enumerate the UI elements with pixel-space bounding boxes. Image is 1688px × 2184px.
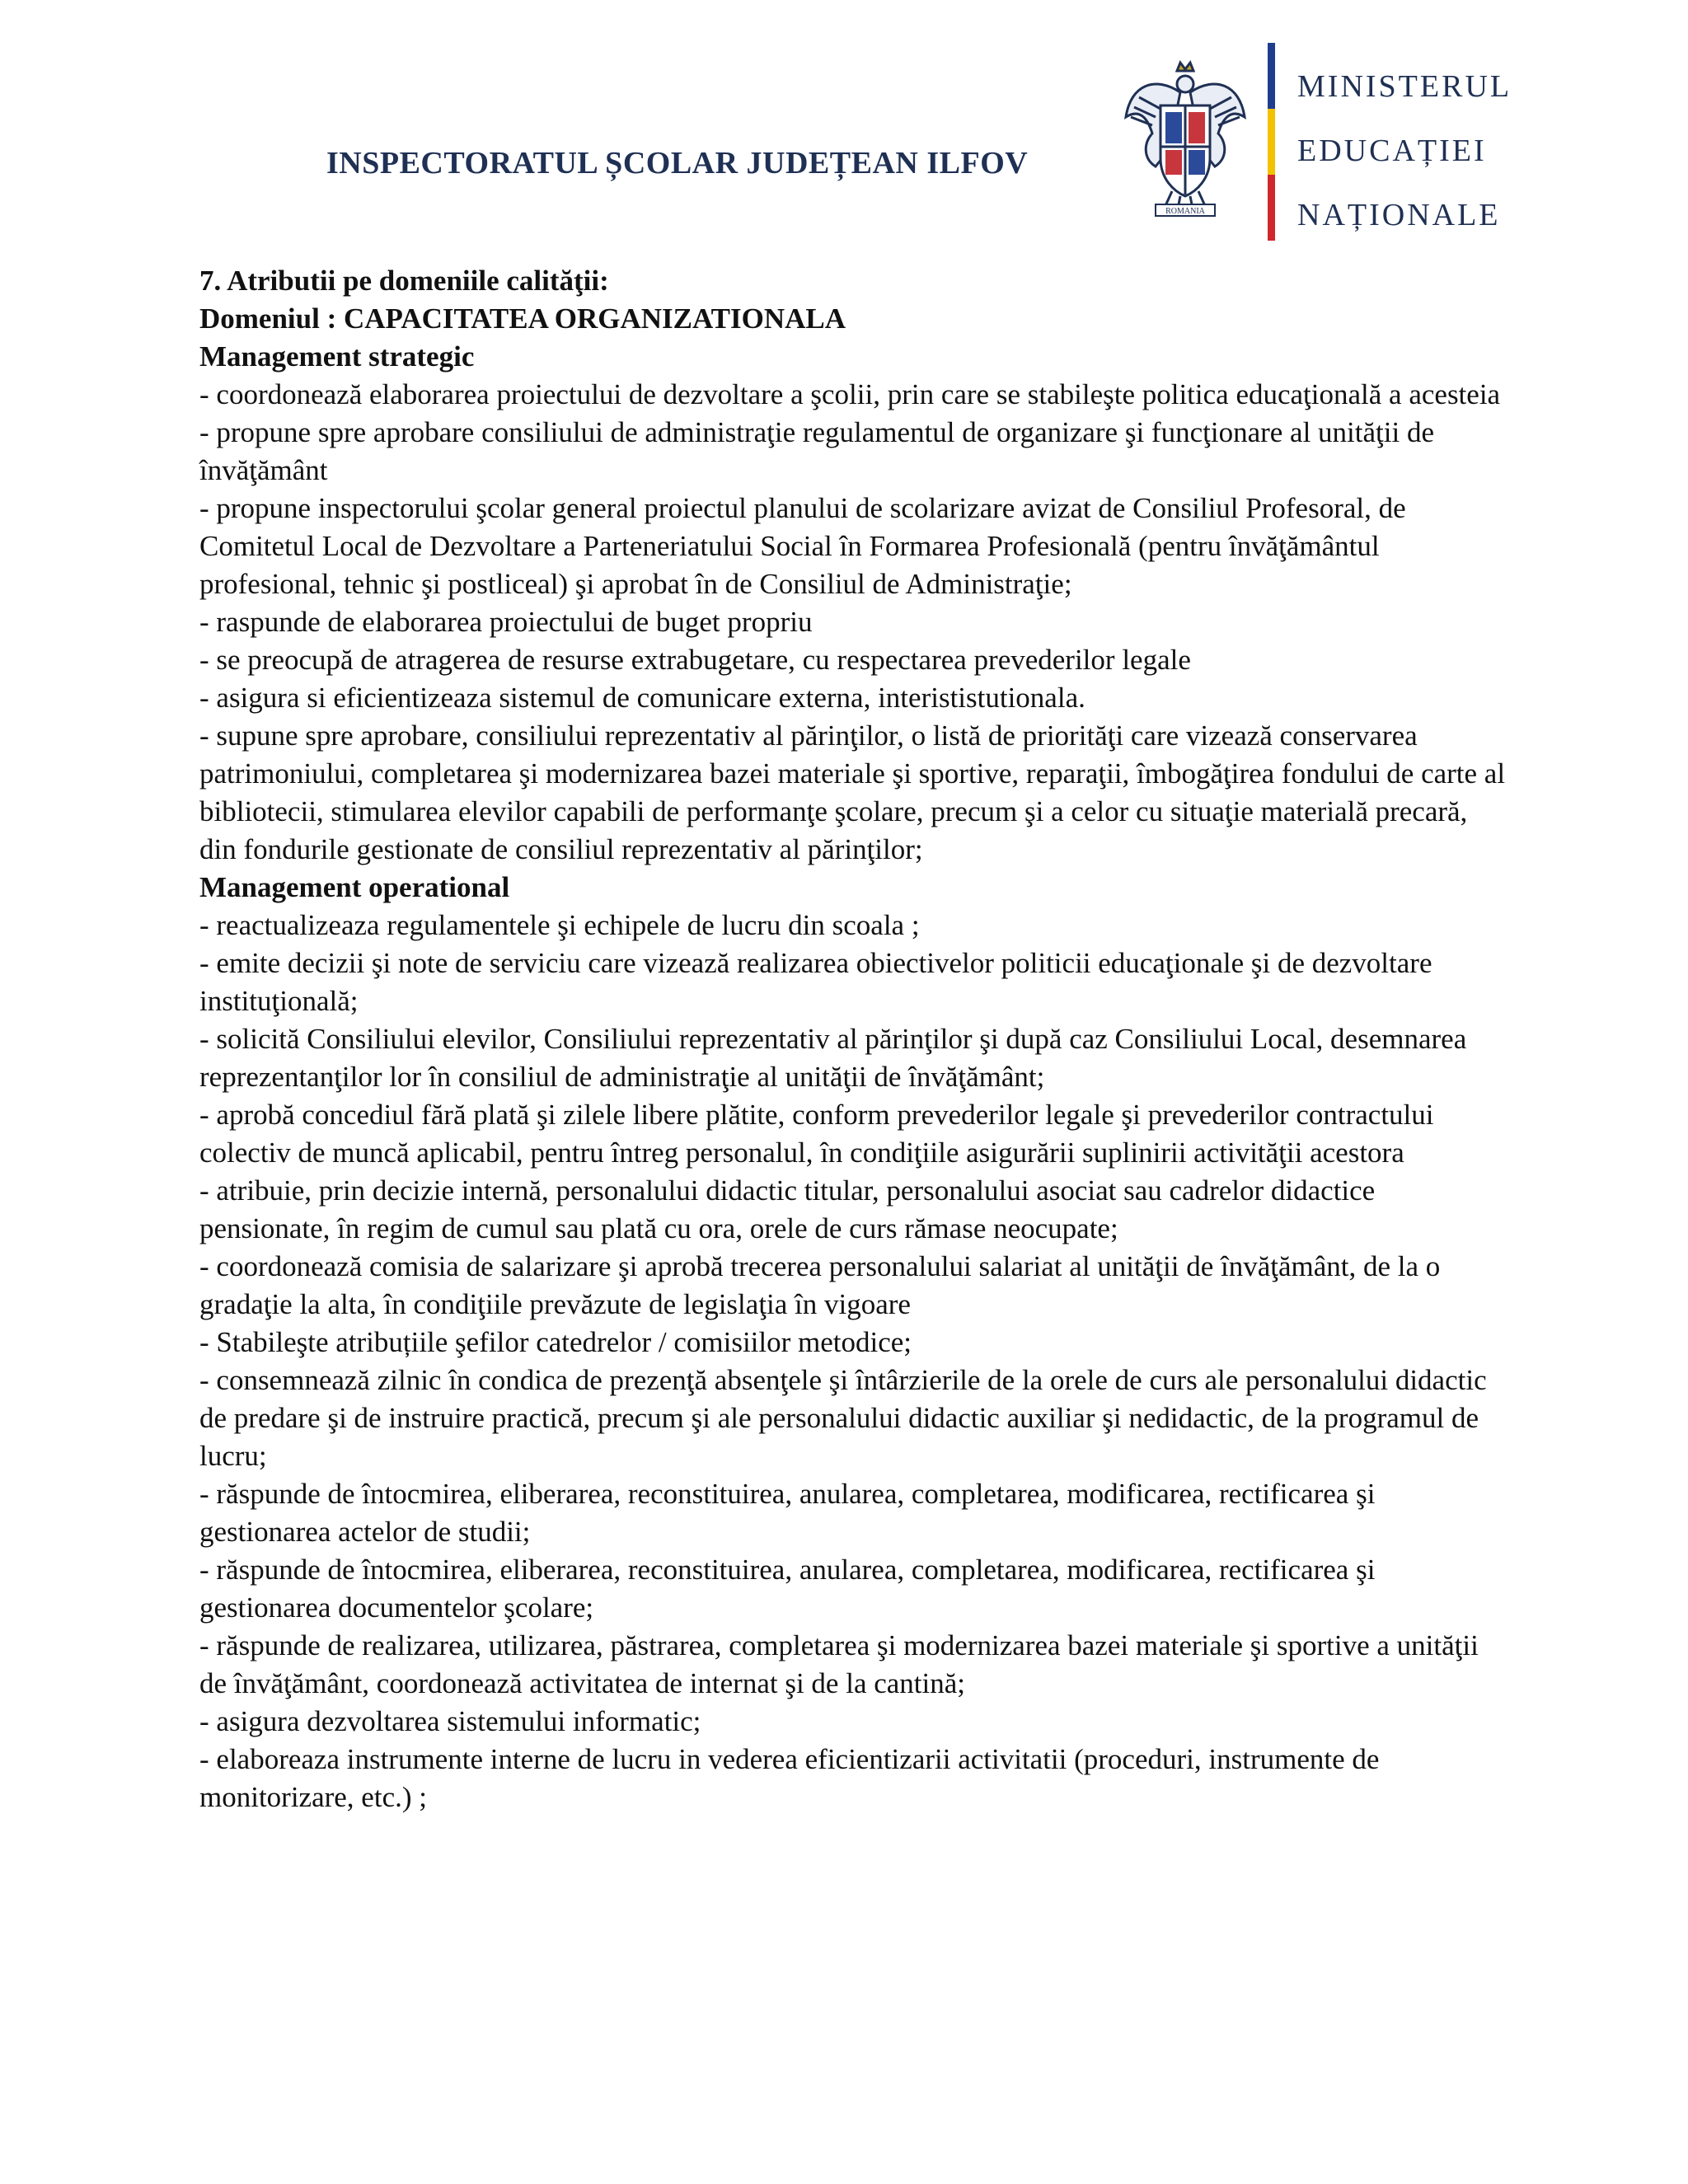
list-item: - atribuie, prin decizie internă, personalului didactic titular, personalului asociat sau cadrelor didactice pensionate, în regim de cumul sau plată cu ora, orele de curs rămase neocupate; <box>199 1174 1376 1244</box>
list-item: - propune spre aprobare consiliului de administraţie regulamentul de organizare şi funcţionare al unităţii de învăţământ <box>199 416 1434 486</box>
list-item: - răspunde de întocmirea, eliberarea, reconstituirea, anularea, completarea, modificarea, rectificarea şi gestionarea documentelor şcolare; <box>199 1554 1376 1624</box>
list-item: - asigura si eficientizeaza sistemul de comunicare externa, interististutionala. <box>199 682 1085 714</box>
list-item: - răspunde de realizarea, utilizarea, păstrarea, completarea şi modernizarea bazei materiale şi sportive a unităţii de învăţământ, coordonează activitatea de internat şi de la cantină; <box>199 1629 1479 1699</box>
ministry-line: MINISTERUL <box>1297 69 1512 104</box>
page-header <box>0 0 1688 255</box>
ministry-line: NAȚIONALE <box>1297 198 1501 232</box>
list-item: - coordonează elaborarea proiectului de dezvoltare a şcolii, prin care se stabileşte politica educaţională a acesteia <box>199 378 1501 410</box>
list-item: - propune inspectorului şcolar general proiectul planului de scolarizare avizat de Consiliul Profesoral, de Comitetul Local de Dezvoltare a Parteneriatului Social în Formarea Profesională (pentru învăţământul profesional, tehnic şi postliceal) şi aprobat în de Consiliul de Administraţie; <box>199 492 1406 600</box>
list-item: - emite decizii şi note de serviciu care vizează realizarea obiectivelor politicii educaţionale şi de dezvoltare instituţională; <box>199 947 1432 1017</box>
list-item: - răspunde de întocmirea, eliberarea, reconstituirea, anularea, completarea, modificarea, rectificarea şi gestionarea actelor de studii; <box>199 1478 1376 1548</box>
flag-bar <box>1268 43 1275 241</box>
inspectorate-title: INSPECTORATUL ȘCOLAR JUDEȚEAN ILFOV <box>326 146 1029 180</box>
document-body <box>199 262 1510 1816</box>
list-item: - Stabileşte atribuțiile şefilor catedrelor / comisiilor metodice; <box>199 1326 912 1358</box>
coat-of-arms-icon <box>1123 59 1248 218</box>
ministry-name <box>1297 54 1512 247</box>
section-title: 7. Atributii pe domeniile calităţii: <box>199 265 609 297</box>
list-item: - aprobă concediul fără plată şi zilele libere plătite, conform prevederilor legale şi prevederilor contractului colectiv de muncă aplicabil, pentru întreg personalul, în condiţiile asigurării suplinirii activităţii acestora <box>199 1099 1434 1169</box>
list-item: - coordonează comisia de salarizare şi aprobă trecerea personalului salariat al unităţii de învăţământ, de la o gradaţie la alta, în condiţiile prevăzute de legislaţia în vigoare <box>199 1250 1441 1320</box>
strategic-heading: Management strategic <box>199 340 475 373</box>
list-item: - raspunde de elaborarea proiectului de buget propriu <box>199 606 813 638</box>
list-item: - solicită Consiliului elevilor, Consiliului reprezentativ al părinţilor şi după caz Consiliului Local, desemnarea reprezentanţilor lor în consiliul de administraţie al unităţii de învăţământ; <box>199 1023 1467 1093</box>
list-item: - supune spre aprobare, consiliului reprezentativ al părinţilor, o listă de priorităţi care vizează conservarea patrimoniului, completarea şi modernizarea bazei materiale şi sportive, reparaţii, îmbogăţirea fondului de carte al bibliotecii, stimularea elevilor capabili de performanţe şcolare, precum şi a celor cu situaţie materială precară, din fondurile gestionate de consiliul reprezentativ al părinţilor; <box>199 719 1506 865</box>
list-item: - consemnează zilnic în condica de prezenţă absenţele şi întârzierile de la orele de curs ale personalului didactic de predare şi de instruire practică, precum şi ale personalului didactic auxiliar şi nedidactic, de la programul de lucru; <box>199 1364 1487 1472</box>
list-item: - se preocupă de atragerea de resurse extrabugetare, cu respectarea prevederilor legale <box>199 644 1191 676</box>
list-item: - elaboreaza instrumente interne de lucru in vederea eficientizarii activitatii (proceduri, instrumente de monitorizare, etc.) ; <box>199 1743 1380 1813</box>
coat-label: ROMANIA <box>1165 207 1205 216</box>
ministry-line: EDUCAȚIEI <box>1297 134 1487 168</box>
list-item: - asigura dezvoltarea sistemului informatic; <box>199 1705 701 1737</box>
domain-title: Domeniul : CAPACITATEA ORGANIZATIONALA <box>199 302 846 335</box>
operational-heading: Management operational <box>199 871 510 903</box>
list-item: - reactualizeaza regulamentele şi echipele de lucru din scoala ; <box>199 909 920 941</box>
